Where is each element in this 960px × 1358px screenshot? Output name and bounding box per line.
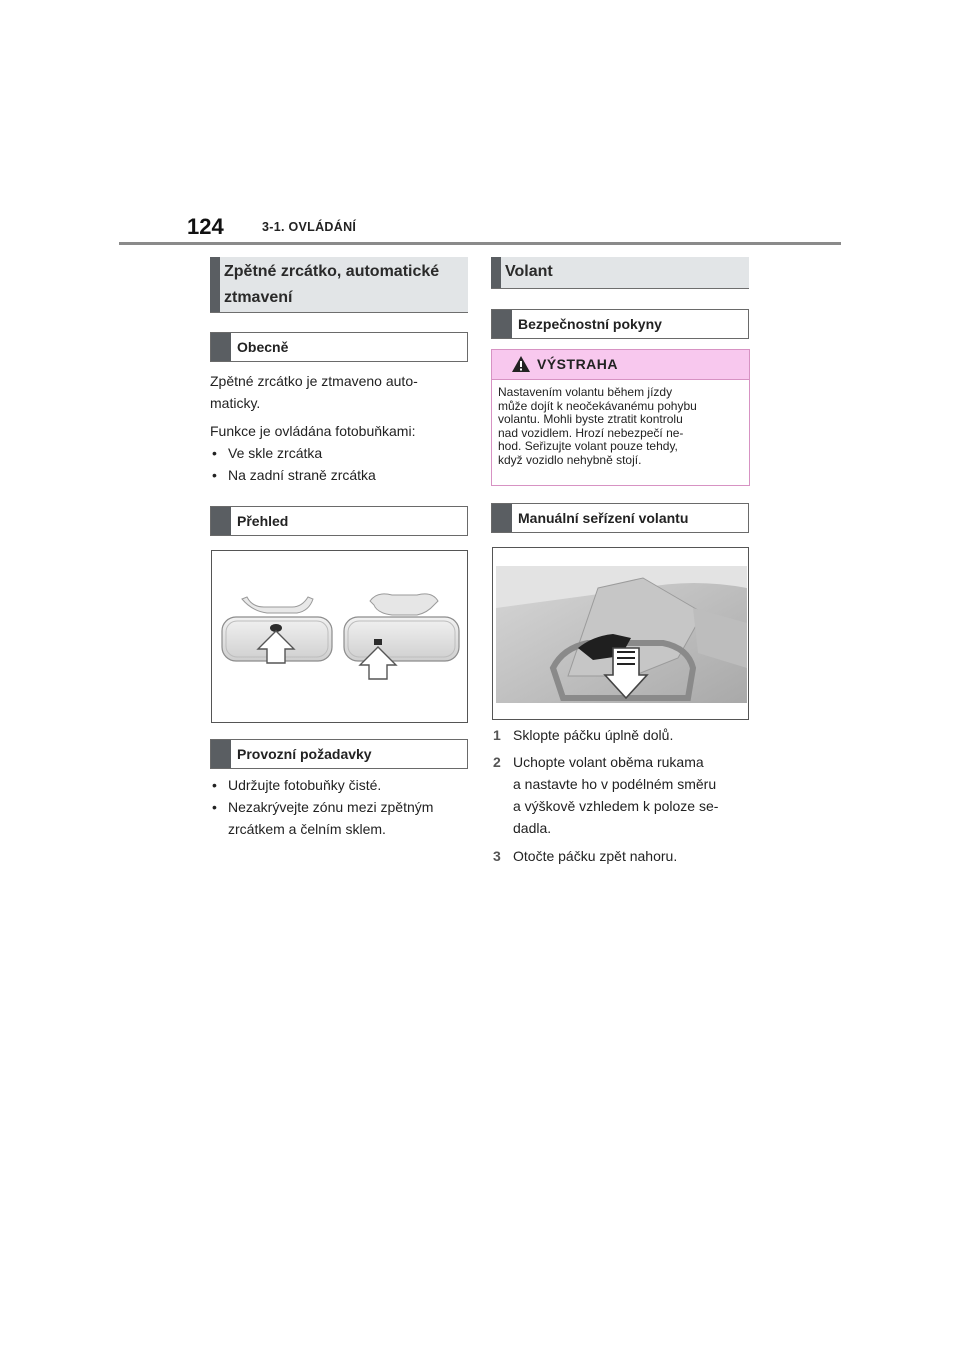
warning-triangle-icon xyxy=(511,355,531,373)
mirror-heading-line1: Zpětné zrcátko, automatické xyxy=(224,263,440,280)
step-2 xyxy=(493,751,753,839)
step-number: 3 xyxy=(493,848,501,864)
subheading-bar xyxy=(492,310,512,338)
step-text: Uchopte volant oběma rukama xyxy=(513,754,704,770)
subheading-bar xyxy=(211,740,231,768)
step-number: 1 xyxy=(493,727,501,743)
requirements-text xyxy=(210,774,470,840)
warning-line: hod. Seřizujte volant pouze tehdy, xyxy=(498,439,678,453)
step-text: a výškově vzhledem k poloze se- xyxy=(513,798,719,814)
steering-heading: Volant xyxy=(505,263,553,280)
general-subheading xyxy=(210,332,468,362)
page-number: 124 xyxy=(187,214,224,239)
step-1 xyxy=(493,724,753,746)
safety-subheading xyxy=(491,309,749,339)
warning-text xyxy=(498,386,746,467)
step-3 xyxy=(493,845,753,867)
step-text: Otočte páčku zpět nahoru. xyxy=(513,848,678,864)
warning-line: volantu. Mohli byste ztratit kontrolu xyxy=(498,412,683,426)
manual-adjust-title: Manuální seřízení volantu xyxy=(518,510,689,526)
subheading-bar xyxy=(211,507,231,535)
general-bullet-1: • Ve skle zrcátka xyxy=(210,442,468,464)
heading-bar xyxy=(491,257,501,288)
overview-title: Přehled xyxy=(237,513,289,529)
general-para2: Funkce je ovládána fotobuňkami: xyxy=(210,423,416,439)
step-text: a nastavte ho v podélném směru xyxy=(513,776,717,792)
mirror-illustration xyxy=(212,551,468,723)
subheading-bar xyxy=(211,333,231,361)
requirements-subheading xyxy=(210,739,468,769)
subheading-bar xyxy=(492,504,512,532)
heading-bar xyxy=(210,257,220,312)
warning-header xyxy=(492,350,749,380)
step-number: 2 xyxy=(493,754,501,770)
general-title: Obecně xyxy=(237,339,289,355)
steering-section-heading xyxy=(491,257,749,289)
general-text xyxy=(210,370,468,486)
mirror-figure xyxy=(211,550,468,723)
manual-adjust-subheading xyxy=(491,503,749,533)
general-para1-line2: maticky. xyxy=(210,395,261,411)
requirements-bullet-2-cont: zrcátkem a čelním sklem. xyxy=(228,821,386,837)
steering-figure xyxy=(492,547,749,720)
general-bullet-2: • Na zadní straně zrcátka xyxy=(210,464,468,486)
requirements-bullet-2: • Nezakrývejte zónu mezi zpětným xyxy=(210,796,470,818)
overview-subheading xyxy=(210,506,468,536)
warning-title: VÝSTRAHA xyxy=(537,356,619,372)
warning-line: nad vozidlem. Hrozí nebezpečí ne- xyxy=(498,425,684,440)
mirror-section-heading xyxy=(210,257,468,313)
requirements-bullet-1: • Udržujte fotobuňky čisté. xyxy=(210,774,470,796)
warning-line: když vozidlo nehybně stojí. xyxy=(498,452,642,467)
safety-title: Bezpečnostní pokyny xyxy=(518,316,662,332)
step-text: dadla. xyxy=(513,820,552,836)
step-text: Sklopte páčku úplně dolů. xyxy=(513,727,674,743)
mirror-heading-line2: ztmavení xyxy=(224,289,293,306)
warning-box xyxy=(491,349,750,486)
warning-line: Nastavením volantu během jízdy xyxy=(498,385,673,399)
steering-column-illustration xyxy=(493,548,749,720)
section-label: 3-1. OVLÁDÁNÍ xyxy=(262,220,357,234)
requirements-title: Provozní požadavky xyxy=(237,746,372,762)
warning-line: může dojít k neočekávanému pohybu xyxy=(498,398,697,413)
header-divider xyxy=(119,242,841,245)
general-para1-line1: Zpětné zrcátko je ztmaveno auto- xyxy=(210,373,418,389)
